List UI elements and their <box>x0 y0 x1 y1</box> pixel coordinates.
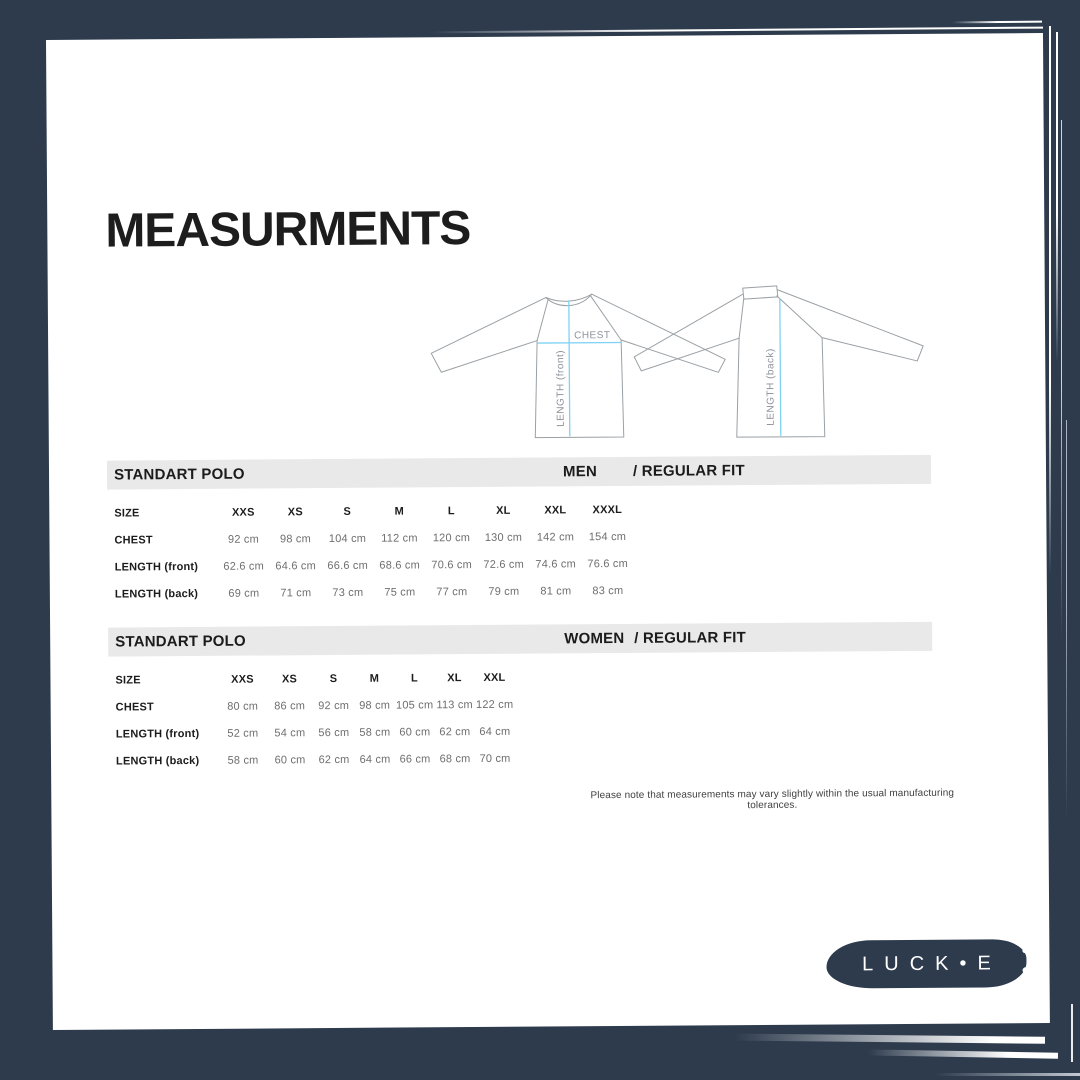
measurement-value: 122 cm <box>475 698 514 711</box>
measurement-value: 75 cm <box>384 585 416 599</box>
measurement-value: 154 cm <box>588 530 627 543</box>
length-back-label: LENGTH (back) <box>765 348 777 426</box>
document-sheet <box>46 33 1050 1030</box>
length-front-line <box>569 300 570 436</box>
size-column-header: M <box>394 505 405 518</box>
measurement-value: 92 cm <box>227 533 260 546</box>
measurement-value: 52 cm <box>227 727 259 740</box>
size-table-men <box>107 455 932 608</box>
measurement-value: 83 cm <box>592 584 624 597</box>
measure-row-label: LENGTH (front) <box>114 560 199 574</box>
measurement-value: 76.6 cm <box>587 557 628 570</box>
product-name: STANDART POLO <box>113 465 245 484</box>
measurement-value: 69 cm <box>228 587 260 600</box>
product-name: STANDART POLO <box>115 632 246 651</box>
fit-label: / REGULAR FIT <box>634 629 747 647</box>
gender-label: MEN <box>562 463 598 481</box>
measurement-value: 56 cm <box>318 726 350 739</box>
brush-streak <box>1066 420 1067 820</box>
size-grid <box>107 494 932 608</box>
measurement-value: 70 cm <box>479 752 511 765</box>
size-grid <box>108 661 933 775</box>
measurement-value: 113 cm <box>436 698 473 711</box>
size-column-header: XS <box>287 505 303 518</box>
measure-row-label: LENGTH (front) <box>115 727 200 741</box>
size-column-header: S <box>343 505 352 518</box>
measurement-value: 98 cm <box>359 699 391 712</box>
brush-notch <box>1022 948 1028 953</box>
brush-echo-line <box>1049 26 1051 576</box>
measurement-value: 58 cm <box>227 754 259 767</box>
table-header-bar <box>108 622 932 657</box>
measurement-value: 130 cm <box>484 531 523 544</box>
brush-echo-line <box>430 27 1043 34</box>
brush-notch <box>1022 967 1029 973</box>
brush-streak <box>1061 120 1062 640</box>
measurement-value: 74.6 cm <box>535 557 576 571</box>
size-column-header: L <box>410 671 418 684</box>
polo-front-outline <box>431 293 726 438</box>
measurement-value: 73 cm <box>332 586 364 599</box>
measurement-value: 66 cm <box>399 752 431 766</box>
measurement-value: 120 cm <box>432 531 471 544</box>
measure-row-label: LENGTH (back) <box>114 587 199 601</box>
measurement-value: 79 cm <box>488 585 520 598</box>
measurement-value: 66.6 cm <box>327 559 368 572</box>
measure-lines <box>537 299 781 438</box>
size-column-header: XXS <box>231 506 255 519</box>
measurement-value: 142 cm <box>536 530 575 544</box>
measurement-value: 60 cm <box>399 725 431 739</box>
measure-row-label: CHEST <box>115 700 154 714</box>
size-table-women <box>108 622 933 775</box>
measurement-value: 77 cm <box>436 585 468 598</box>
measurement-value: 72.6 cm <box>483 558 524 571</box>
polo-back-outline <box>634 285 924 438</box>
measurement-value: 64 cm <box>479 725 511 738</box>
size-row-label: SIZE <box>114 506 140 520</box>
measurement-value: 64.6 cm <box>275 559 316 572</box>
chest-line <box>537 342 621 343</box>
brush-echo-line <box>952 21 1042 24</box>
brush-stroke-gap <box>935 1073 1080 1076</box>
size-column-header: L <box>447 504 455 517</box>
size-column-header: XL <box>447 671 462 684</box>
measurement-value: 62.6 cm <box>223 559 264 573</box>
size-column-header: XXL <box>483 671 506 684</box>
measurement-value: 70.6 cm <box>431 558 472 571</box>
measurement-value: 86 cm <box>274 699 306 712</box>
size-column-header: XXXL <box>592 503 623 516</box>
length-front-label: LENGTH (front) <box>555 349 567 427</box>
measure-row-label: CHEST <box>114 533 153 547</box>
size-column-header: XXS <box>231 673 254 686</box>
measurement-value: 92 cm <box>318 699 350 712</box>
brush-streak <box>1071 1004 1073 1062</box>
size-column-header: XXL <box>544 503 567 517</box>
brand-logo <box>826 939 1026 988</box>
chest-label: CHEST <box>574 330 611 342</box>
measurement-value: 62 cm <box>318 753 350 766</box>
measurement-value: 105 cm <box>395 698 434 712</box>
gender-label: WOMEN <box>564 629 625 648</box>
size-column-header: XL <box>496 504 511 517</box>
size-column-header: M <box>369 672 380 685</box>
measurement-value: 98 cm <box>279 532 312 545</box>
measurement-value: 54 cm <box>274 726 306 739</box>
measurement-value: 81 cm <box>540 584 572 598</box>
size-column-header: XS <box>281 672 298 685</box>
garment-diagram <box>422 274 973 448</box>
measure-row-label: LENGTH (back) <box>115 754 200 768</box>
measurement-value: 68 cm <box>439 752 471 765</box>
size-column-header: S <box>329 672 338 685</box>
measurement-value: 71 cm <box>280 586 312 599</box>
measurement-value: 62 cm <box>439 725 471 738</box>
measurement-value: 64 cm <box>359 753 391 766</box>
size-row-label: SIZE <box>115 673 141 687</box>
brush-stroke-gap <box>858 1049 1058 1058</box>
tolerance-note: Please note that measurements may vary slightly within the usual manufacturing tolerances. <box>590 787 955 812</box>
measurement-value: 58 cm <box>359 726 391 739</box>
measurement-value: 68.6 cm <box>379 558 420 572</box>
measurement-value: 112 cm <box>381 531 418 545</box>
brand-logo-text: LUCK•E <box>862 952 1002 976</box>
page-title: MEASURMENTS <box>105 202 471 258</box>
length-back-line <box>780 299 781 436</box>
table-header-bar <box>107 455 931 490</box>
brush-echo-line <box>1056 32 1058 362</box>
measurement-value: 104 cm <box>328 532 367 545</box>
fit-label: / REGULAR FIT <box>632 462 745 480</box>
measurement-value: 80 cm <box>227 700 259 713</box>
brush-stroke-gap <box>700 1033 1045 1044</box>
measurement-value: 60 cm <box>274 753 306 766</box>
